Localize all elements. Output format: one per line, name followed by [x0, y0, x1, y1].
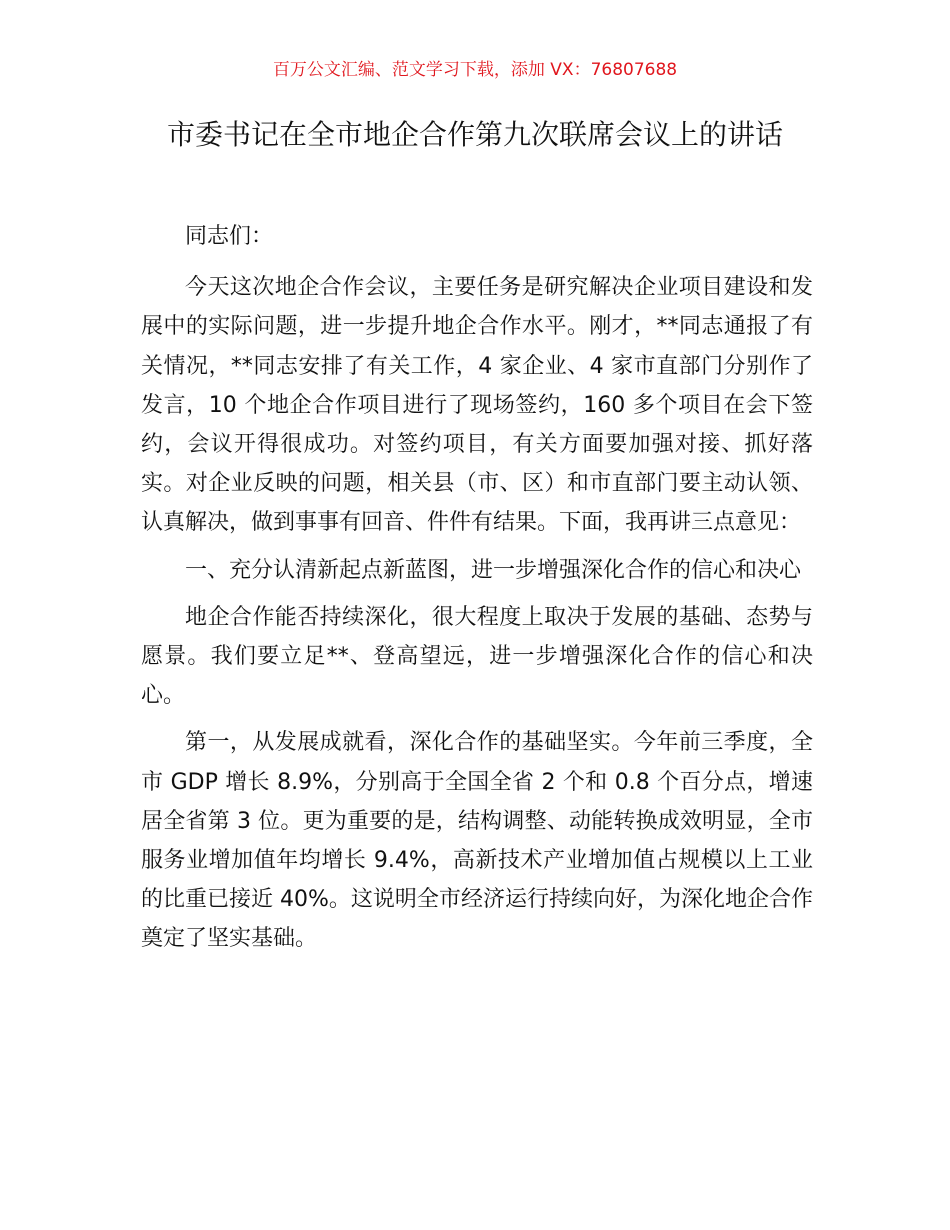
paragraph-section-1-intro: 地企合作能否持续深化，很大程度上取决于发展的基础、态势与愿景。我们要立足**、登高望远，进一步增强深化合作的信心和决心。: [141, 604, 813, 709]
section-heading-1: 一、充分认清新起点新蓝图，进一步增强深化合作的信心和决心: [185, 557, 802, 583]
watermark-banner: 百万公文汇编、范文学习下载，添加 VX：76807688: [272, 60, 678, 80]
document-title: 市委书记在全市地企合作第九次联席会议上的讲话: [166, 118, 783, 151]
paragraph-development-achievements: 第一，从发展成就看，深化合作的基础坚实。今年前三季度，全市 GDP 增长 8.9%，分别高于全国全省 2 个和 0.8 个百分点，增速居全省第 3 位。更为重要的是，结构调整、动能转换成效明显，全市服务业增加值年均增长 9.4%，高新技术产业增加值占规模以上工业的比重已接近 40%。这说明全市经济运行持续向好，为深化地企合作奠定了坚实基础。: [141, 730, 813, 952]
paragraph-intro: 今天这次地企合作会议，主要任务是研究解决企业项目建设和发展中的实际问题，进一步提升地企合作水平。刚才，**同志通报了有关情况，**同志安排了有关工作，4 家企业、4 家市直部门分别作了发言，10 个地企合作项目进行了现场签约，160 多个项目在会下签约，会议开得很成功。对签约项目，有关方面要加强对接、抓好落实。对企业反映的问题，相关县（市、区）和市直部门要主动认领、认真解决，做到事事有回音、件件有结果。下面，我再讲三点意见：: [141, 275, 813, 536]
salutation: 同志们：: [185, 224, 274, 249]
document-body: [141, 217, 813, 967]
